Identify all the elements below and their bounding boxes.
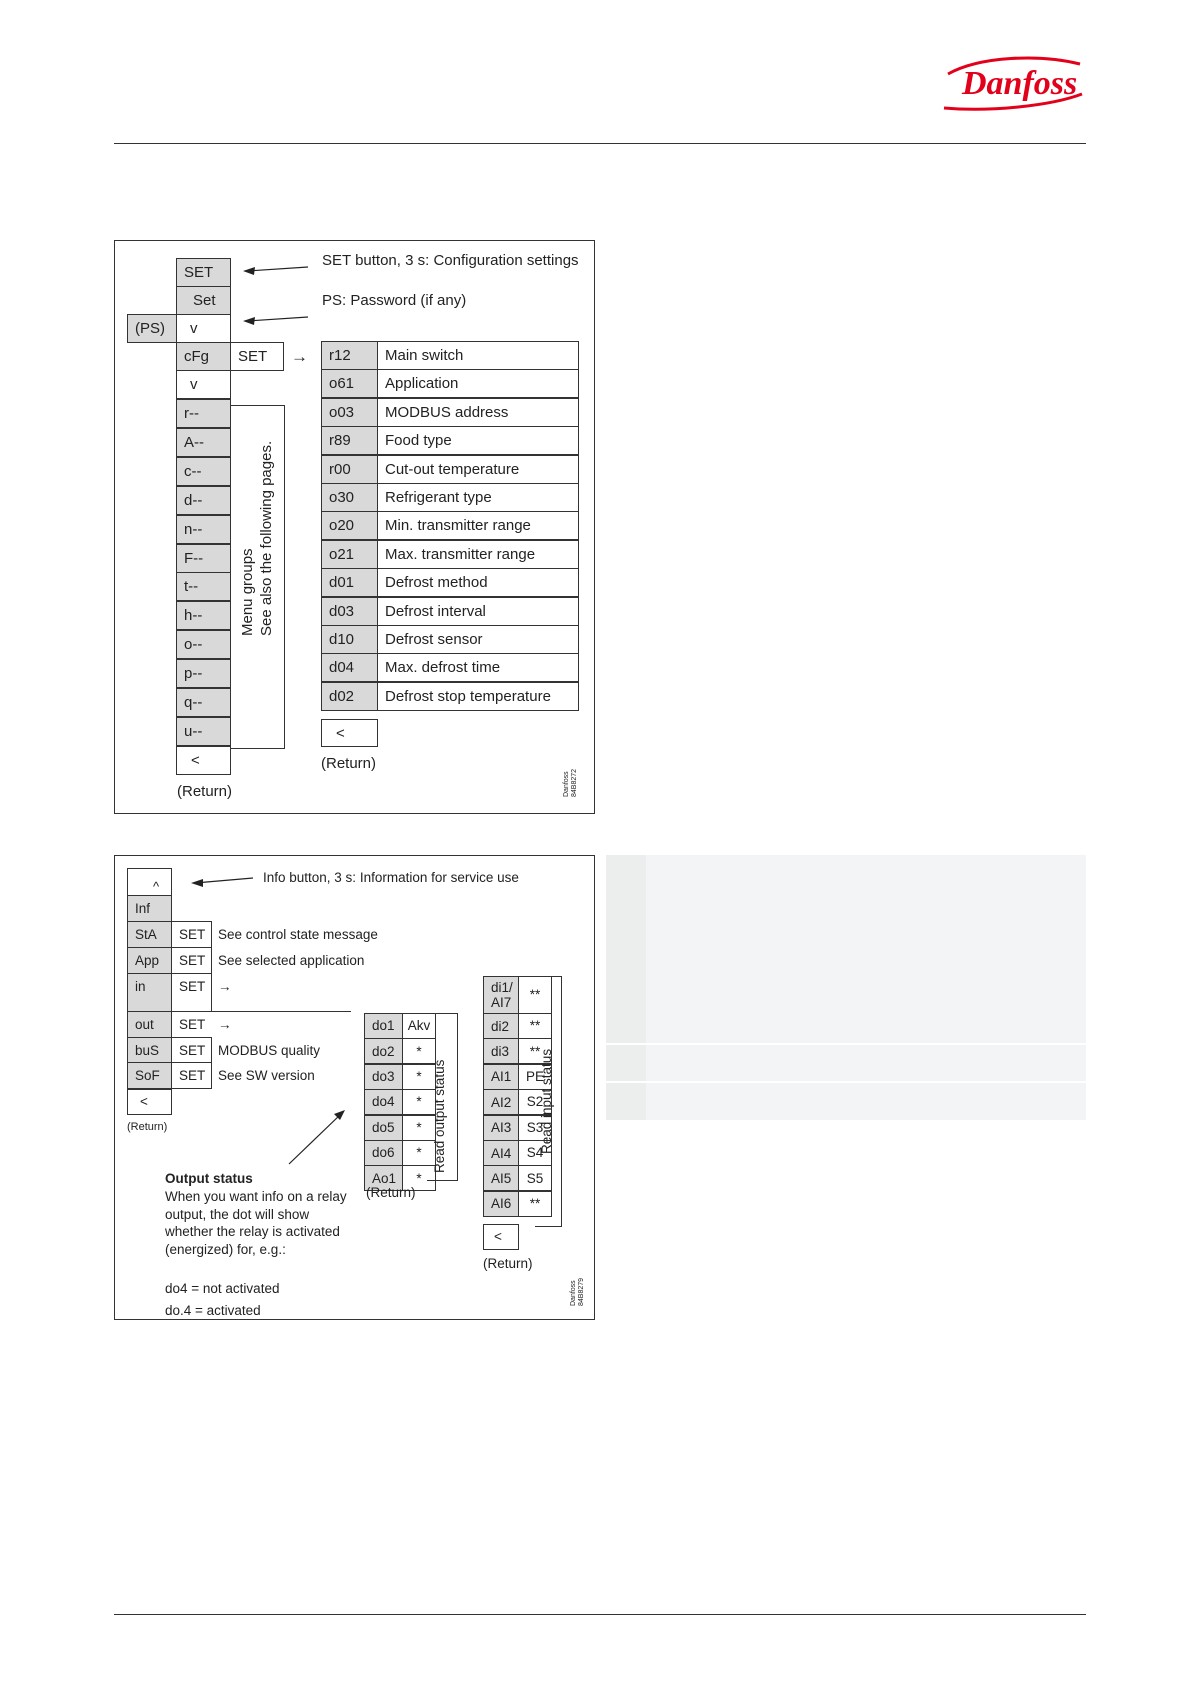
param-name-cell: MODBUS address [377, 398, 579, 427]
input-value-cell: S5 [518, 1165, 552, 1191]
info-set-cell[interactable]: SET [171, 947, 212, 974]
param-name-cell: Defrost interval [377, 597, 579, 626]
input-code-cell[interactable]: di3 [483, 1038, 519, 1064]
header-rule [114, 143, 1086, 144]
param-name-cell: Defrost method [377, 568, 579, 597]
set-label-cell: Set [176, 286, 231, 315]
config-menu-figure [114, 240, 595, 814]
param-name-cell: Max. transmitter range [377, 540, 579, 569]
read-input-label: Read input status [539, 1048, 554, 1154]
param-name-cell: Application [377, 369, 579, 398]
param-code-cell[interactable]: d02 [321, 682, 378, 711]
param-code-cell[interactable]: d10 [321, 625, 378, 654]
param-code-cell[interactable]: o03 [321, 398, 378, 427]
param-name-cell: Refrigerant type [377, 483, 579, 512]
input-code-cell[interactable]: AI3 [483, 1115, 519, 1141]
menu-group-cell[interactable]: p-- [176, 659, 231, 688]
param-code-cell[interactable]: r12 [321, 341, 378, 370]
right-panel [606, 855, 1086, 1120]
output-value-cell: Akv [402, 1013, 436, 1039]
output-status-line: (energized) for, e.g.: [165, 1241, 286, 1257]
info-set-cell[interactable]: SET [171, 973, 212, 1012]
arrow-right: → [291, 347, 308, 366]
param-name-cell: Min. transmitter range [377, 511, 579, 540]
param-code-cell[interactable]: d04 [321, 653, 378, 682]
input-code-cell[interactable]: AI2 [483, 1089, 519, 1115]
params-return-cell[interactable]: < [321, 719, 378, 747]
param-code-cell[interactable]: o61 [321, 369, 378, 398]
input-value-cell: ** [518, 1191, 552, 1217]
input-value-cell: S4 [518, 1140, 552, 1166]
set-button-cell[interactable]: SET [176, 258, 231, 287]
param-code-cell[interactable]: r00 [321, 455, 378, 484]
output-code-cell[interactable]: do3 [364, 1064, 403, 1090]
param-code-cell[interactable]: o21 [321, 540, 378, 569]
scroll-down-cell[interactable]: v [176, 314, 231, 343]
param-name-cell: Cut-out temperature [377, 455, 579, 484]
menu-group-cell[interactable]: h-- [176, 601, 231, 630]
example-not-activated: do4 = not activated [165, 1281, 280, 1296]
input-code-cell[interactable]: AI5 [483, 1165, 519, 1191]
info-code-cell[interactable]: StA [127, 921, 172, 948]
input-value-cell: S3 [518, 1115, 552, 1141]
param-name-cell: Defrost stop temperature [377, 682, 579, 711]
info-set-cell[interactable]: SET [171, 1037, 212, 1064]
param-name-cell: Food type [377, 426, 579, 455]
cfg-set-cell[interactable]: SET [230, 342, 284, 371]
example-activated: do.4 = activated [165, 1303, 261, 1318]
output-code-cell[interactable]: do6 [364, 1140, 403, 1166]
param-name-cell: Main switch [377, 341, 579, 370]
input-value-cell: ** [518, 1038, 552, 1064]
read-output-label: Read output status [432, 1059, 447, 1173]
info-code-cell[interactable]: SoF [127, 1062, 172, 1089]
info-return-cell[interactable]: < [127, 1089, 172, 1115]
info-desc-text: See SW version [218, 1068, 315, 1083]
info-desc-text: → [218, 979, 232, 994]
logo-text: Danfoss [962, 65, 1078, 102]
input-code-cell[interactable]: AI1 [483, 1064, 519, 1090]
input-value-cell: ** [518, 1013, 552, 1039]
output-value-cell: * [402, 1089, 436, 1115]
menu-groups-line-2: See also the following pages. [258, 440, 275, 636]
info-desc-text: See control state message [218, 927, 378, 942]
info-code-cell[interactable]: out [127, 1011, 172, 1038]
input-code-cell[interactable]: di2 [483, 1013, 519, 1039]
param-code-cell[interactable]: r89 [321, 426, 378, 455]
danfoss-logo-mark [940, 50, 1085, 112]
info-code-cell[interactable]: buS [127, 1037, 172, 1064]
inputs-return-label: (Return) [483, 1256, 533, 1271]
output-code-cell[interactable]: do4 [364, 1089, 403, 1115]
return-cell[interactable]: < [176, 746, 231, 775]
info-set-cell[interactable]: SET [171, 1062, 212, 1089]
menu-groups-line-1: Menu groups [239, 548, 256, 636]
right-panel-divider [606, 1081, 1086, 1083]
param-code-cell[interactable]: o30 [321, 483, 378, 512]
param-code-cell[interactable]: d03 [321, 597, 378, 626]
info-set-cell[interactable]: SET [171, 1011, 212, 1038]
info-desc-text: MODBUS quality [218, 1043, 321, 1058]
return-label: (Return) [177, 783, 233, 800]
figure-id: Danfoss 84B8279 [570, 1277, 585, 1306]
param-name-cell: Max. defrost time [377, 653, 579, 682]
output-value-cell: * [402, 1140, 436, 1166]
menu-group-cell[interactable]: n-- [176, 515, 231, 544]
output-code-cell[interactable]: do2 [364, 1038, 403, 1064]
menu-group-cell[interactable]: u-- [176, 717, 231, 746]
output-value-cell: * [402, 1064, 436, 1090]
output-value-cell: * [402, 1165, 436, 1191]
param-name-cell: Defrost sensor [377, 625, 579, 654]
inputs-return-cell[interactable]: < [483, 1224, 519, 1250]
output-status-line: When you want info on a relay [165, 1189, 347, 1204]
input-value-cell: ** [518, 976, 552, 1014]
info-code-cell[interactable]: App [127, 947, 172, 974]
menu-group-cell[interactable]: A-- [176, 428, 231, 457]
menu-group-cell[interactable]: q-- [176, 688, 231, 717]
outputs-return-label: (Return) [366, 1185, 416, 1200]
info-up-cell[interactable]: ^ [127, 868, 172, 896]
input-value-cell: PE [518, 1064, 552, 1090]
inf-cell[interactable]: Inf [127, 895, 172, 922]
info-set-cell[interactable]: SET [171, 921, 212, 948]
menu-group-cell[interactable]: c-- [176, 457, 231, 486]
output-status-line: output, the dot will show [165, 1206, 310, 1222]
input-code-cell[interactable]: AI6 [483, 1191, 519, 1217]
right-panel-divider [606, 1043, 1086, 1045]
info-menu-figure [114, 855, 595, 1320]
output-value-cell: * [402, 1038, 436, 1064]
output-value-cell: * [402, 1115, 436, 1141]
menu-groups-label [238, 441, 276, 636]
input-code-cell[interactable]: AI4 [483, 1140, 519, 1166]
cfg-menu-cell[interactable]: cFg [176, 342, 231, 371]
info-desc-text: See selected application [218, 953, 365, 968]
menu-group-cell[interactable]: r-- [176, 399, 231, 428]
params-return-label: (Return) [321, 755, 377, 772]
output-status-title: Output status [165, 1171, 253, 1186]
menu-group-cell[interactable]: F-- [176, 544, 231, 573]
info-button-annotation: Info button, 3 s: Information for service use [263, 870, 519, 885]
danfoss-logo [940, 50, 1085, 112]
input-code-cell[interactable]: di1/ AI7 [483, 976, 519, 1014]
set-button-annotation: SET button, 3 s: Configuration settings [322, 252, 579, 269]
menu-group-cell[interactable]: d-- [176, 486, 231, 515]
password-annotation: PS: Password (if any) [322, 292, 467, 309]
info-return-label: (Return) [127, 1121, 168, 1133]
info-code-cell[interactable]: in [127, 973, 172, 1012]
footer-rule [114, 1614, 1086, 1615]
info-desc-cell: → [211, 1011, 351, 1038]
input-value-cell: S2 [518, 1089, 552, 1115]
output-status-line: whether the relay is activated [165, 1224, 340, 1239]
password-cell[interactable]: (PS) [127, 314, 177, 343]
menu-group-cell[interactable]: t-- [176, 572, 231, 601]
output-code-cell[interactable]: Ao1 [364, 1165, 403, 1191]
figure-id: Danfoss 84B8272 [563, 768, 578, 797]
output-code-cell[interactable]: do5 [364, 1115, 403, 1141]
scroll-down-cell[interactable]: v [176, 370, 231, 399]
param-code-cell[interactable]: o20 [321, 511, 378, 540]
param-code-cell[interactable]: d01 [321, 568, 378, 597]
output-code-cell[interactable]: do1 [364, 1013, 403, 1039]
menu-group-cell[interactable]: o-- [176, 630, 231, 659]
